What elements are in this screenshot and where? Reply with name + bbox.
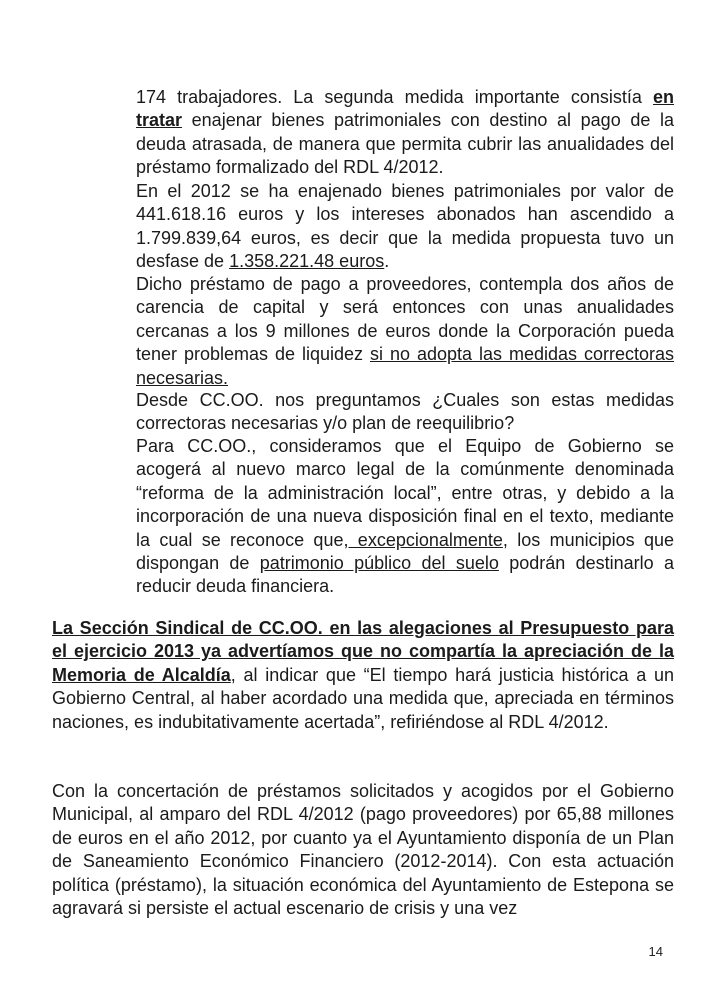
p5-text-e: podrán destinarlo a reducir deuda financiera. bbox=[136, 553, 675, 597]
paragraph-5 bbox=[136, 435, 674, 599]
p6-text-b: , al indicar que “El tiempo hará justicia histórica a un Gobierno Central, al haber acordado una medida que, apreciada en términos naciones, es indubitativamente acertada”, refiriéndose al RDL 4/2012. bbox=[52, 664, 674, 732]
p4-text: Desde CC.OO. nos preguntamos ¿Cuales son estas medidas correctoras necesarias y/o plan de reequilibrio? bbox=[136, 390, 674, 434]
p3-underlined-phrase: si no adopta las medidas correctoras necesarias. bbox=[136, 344, 675, 388]
p1-text-c: enajenar bienes patrimoniales con destino al pago de la deuda atrasada, de manera que permita cubrir las anualidades del préstamo formalizado del RDL 4/2012. bbox=[136, 110, 674, 178]
paragraph-3 bbox=[136, 273, 674, 390]
paragraph-7 bbox=[52, 780, 674, 920]
p7-text: Con la concertación de préstamos solicitados y acogidos por el Gobierno Municipal, al amparo del RDL 4/2012 (pago proveedores) por 65,88 millones de euros en el año 2012, por cuanto ya el Ayuntamiento disponía de un Plan de Saneamiento Económico Financiero (2012-2014). Con esta actuación política (préstamo), la situación económica del Ayuntamiento de Estepona se agravará si persiste el actual escenario de crisis y una vez bbox=[52, 781, 674, 919]
p2-text-a: En el 2012 se ha enajenado bienes patrimoniales por valor de 441.618.16 euros y los intereses abonados han ascendido a 1.799.839,64 euros, es decir que la medida propuesta tuvo un desfase de bbox=[136, 181, 674, 272]
p2-text-c: . bbox=[384, 251, 390, 272]
p5-underlined-patrimonio: patrimonio público del suelo bbox=[259, 553, 499, 574]
p2-underlined-amount: 1.358.221.48 euros bbox=[229, 251, 385, 272]
p5-text-a: Para CC.OO., consideramos que el Equipo de Gobierno se acogerá al nuevo marco legal de la comúnmente denominada “reforma de la administración local”, entre otras, y debido a la incorporación de una nueva disposición final en el texto, mediante la cual se reconoce que bbox=[136, 436, 674, 550]
page-number: 14 bbox=[648, 944, 663, 959]
p6-bold-heading: La Sección Sindical de CC.OO. en las alegaciones al Presupuesto para el ejercicio 2013 ya advertíamos que no compartía la apreciación de la Memoria de Alcaldía bbox=[52, 618, 674, 685]
p1-emphasis: en tratar bbox=[136, 87, 674, 131]
paragraph-1 bbox=[136, 86, 674, 180]
p5-text-c: , los municipios que dispongan de bbox=[136, 529, 674, 574]
paragraph-4 bbox=[136, 389, 674, 436]
p3-text-a: Dicho préstamo de pago a proveedores, contempla dos años de carencia de capital y será entonces con unas anualidades cercanas a los 9 millones de euros donde la Corporación pueda tener problemas de liquidez bbox=[136, 274, 674, 365]
paragraph-2 bbox=[136, 180, 674, 274]
paragraph-6 bbox=[52, 617, 674, 734]
p5-underlined-excepcionalmente: , excepcionalmente bbox=[343, 529, 503, 550]
p1-text-a: 174 trabajadores. La segunda medida importante consistía bbox=[136, 87, 653, 107]
